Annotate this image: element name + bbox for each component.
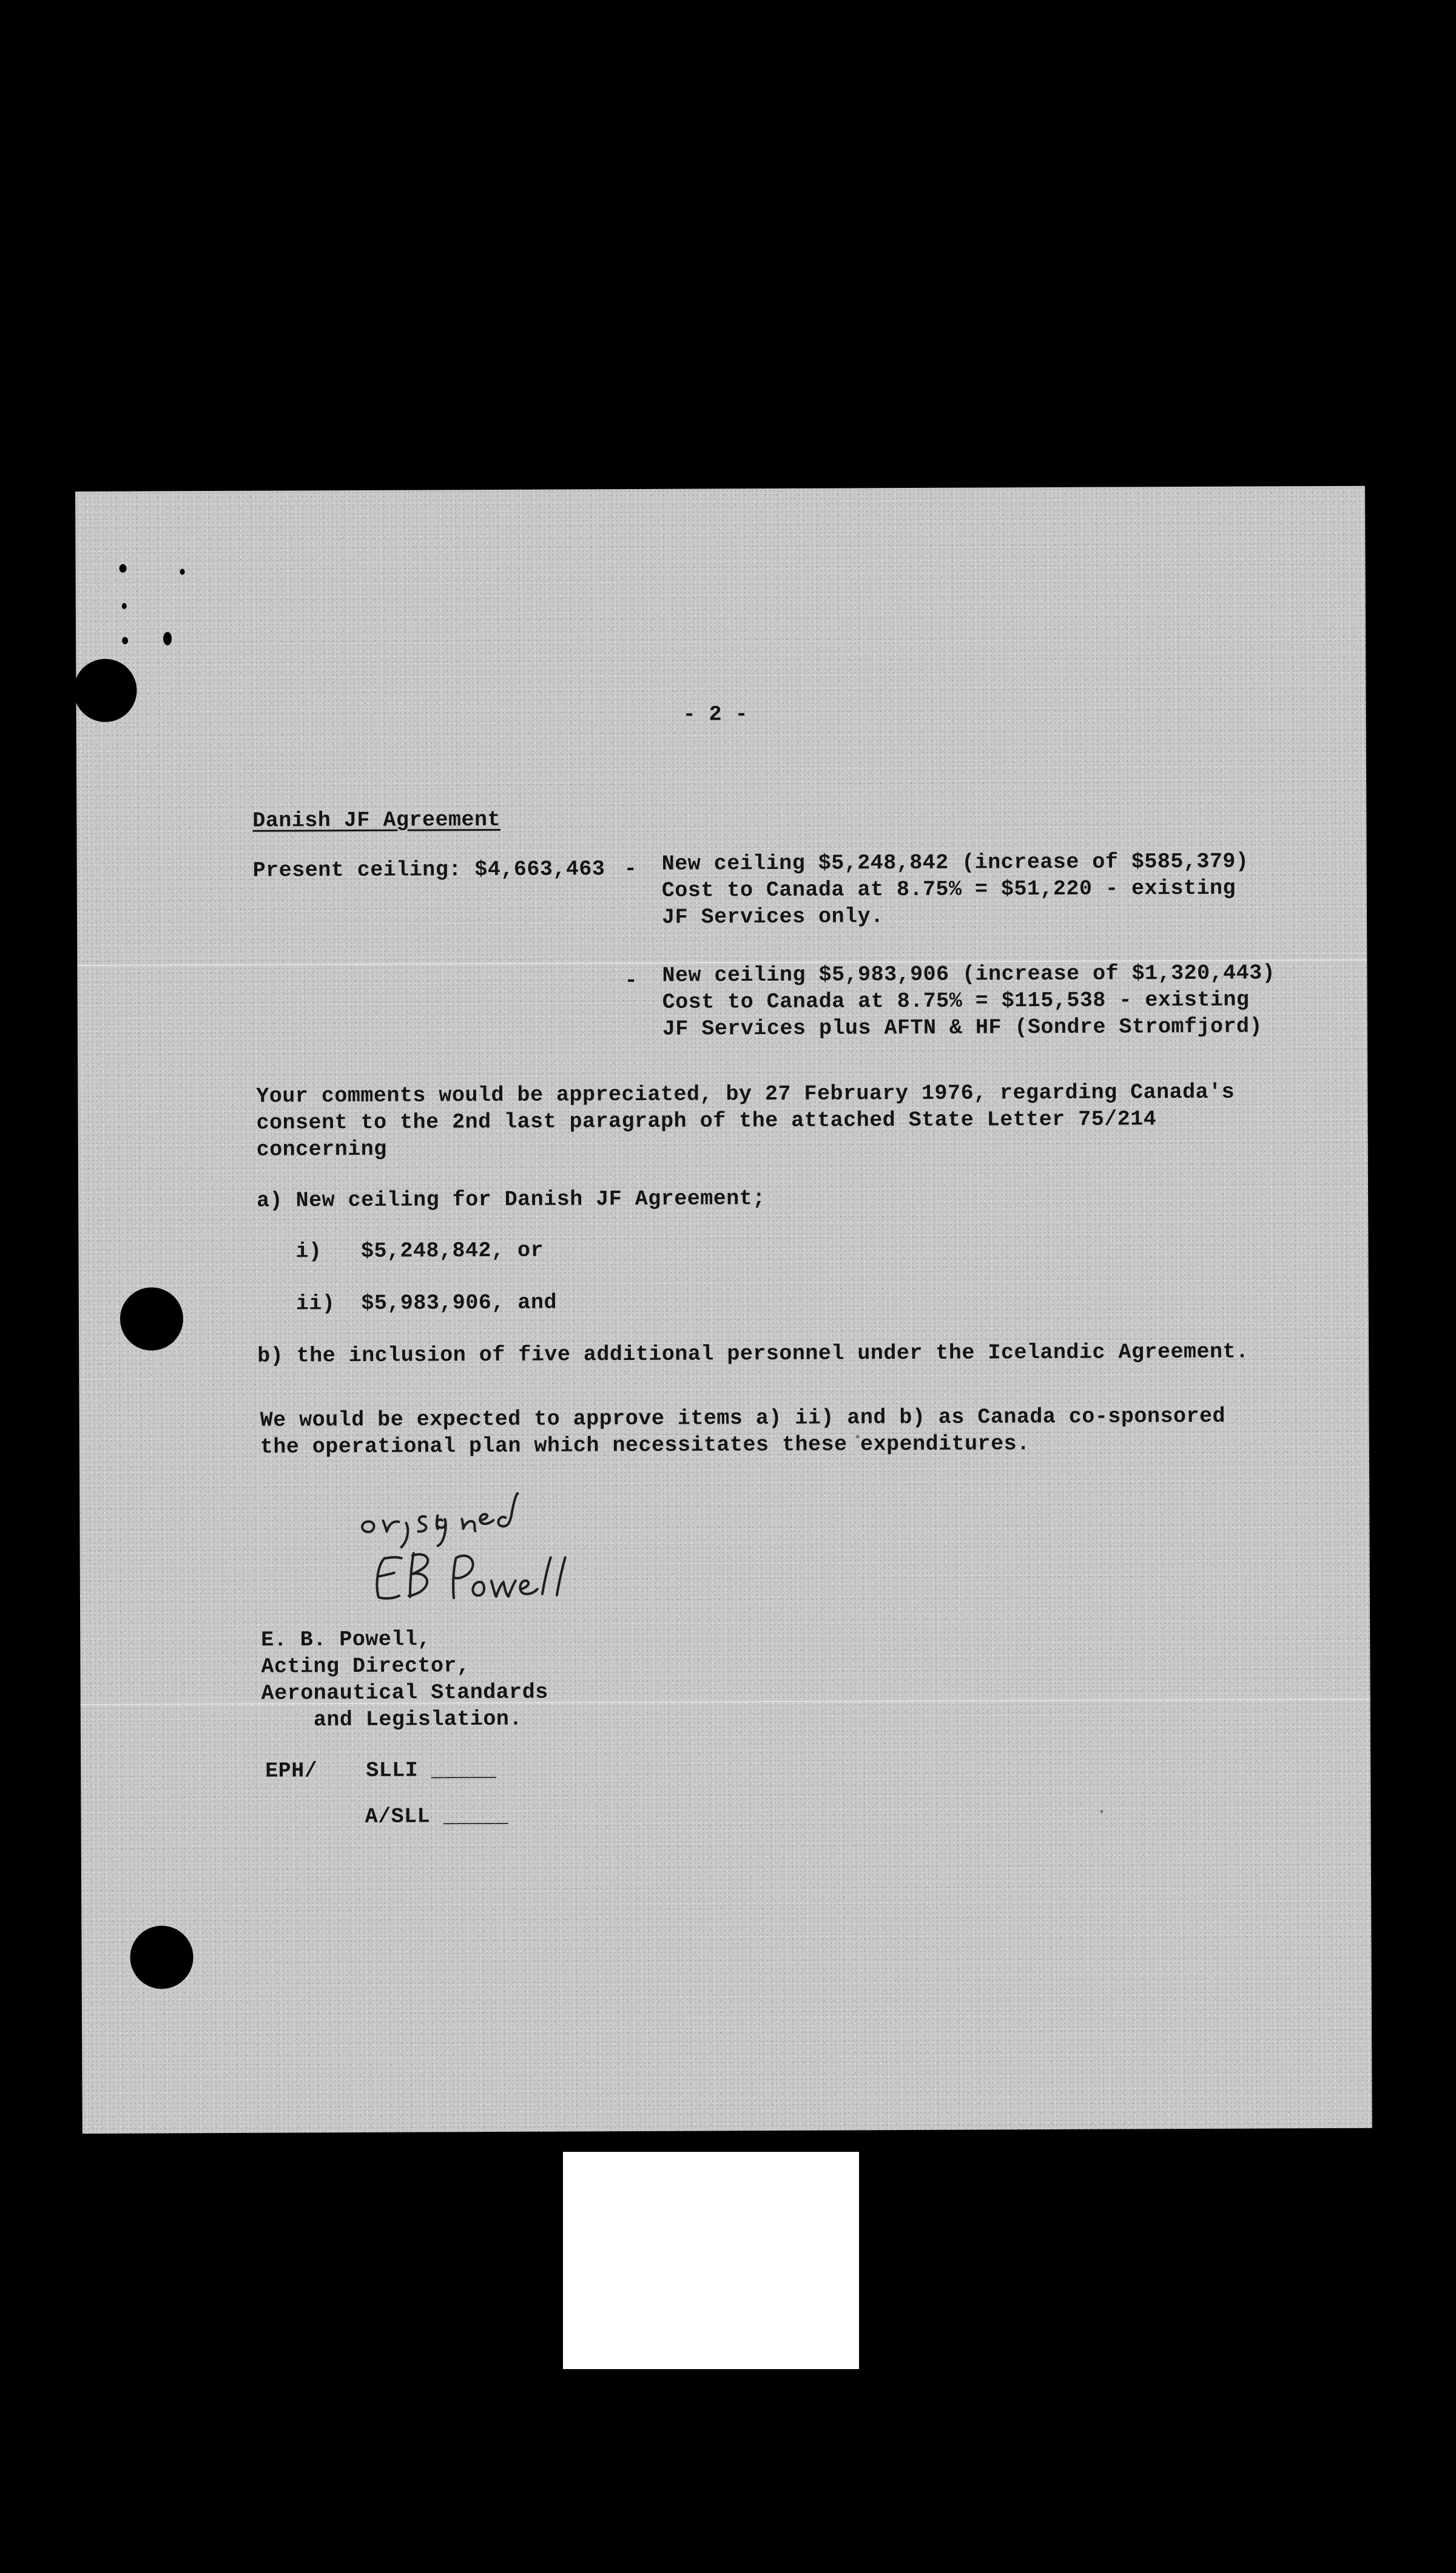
option2-line3: JF Services plus AFTN & HF (Sondre Stromfjord) <box>662 1014 1263 1041</box>
heading: Danish JF Agreement <box>252 807 501 833</box>
edge-mark <box>163 632 172 645</box>
item-a-i: i) $5,248,842, or <box>295 1238 544 1264</box>
signatory-dept2: and Legislation. <box>261 1706 522 1733</box>
edge-mark <box>122 637 128 644</box>
edge-mark <box>122 603 127 609</box>
option1-dash: - <box>624 856 638 882</box>
approve-line2: the operational plan which necessitates these expenditures. <box>260 1432 1030 1459</box>
signatory-title: Acting Director, <box>261 1654 470 1679</box>
blank-label-box <box>563 2152 859 2369</box>
signature-stroke <box>437 1515 446 1546</box>
option2-line2: Cost to Canada at 8.75% = $115,538 - existing <box>662 987 1250 1015</box>
edge-mark <box>120 564 127 573</box>
signature-stroke <box>383 1521 399 1532</box>
signature-stroke <box>498 1493 517 1526</box>
option2-dash: - <box>624 968 638 993</box>
edge-mark <box>180 569 185 575</box>
handwritten-signature <box>346 1484 602 1619</box>
item-a: a) New ceiling for Danish JF Agreement; <box>257 1186 766 1213</box>
signature-stroke <box>377 1557 402 1598</box>
signature-stroke <box>491 1581 516 1597</box>
signature-stroke <box>520 1581 538 1594</box>
punch-hole-icon <box>120 1287 183 1350</box>
reference-initials: EPH/ <box>265 1759 318 1784</box>
signature-stroke <box>473 1582 484 1595</box>
comments-line1: Your comments would be appreciated, by 27 February 1976, regarding Canada's <box>256 1080 1235 1109</box>
approve-line1: We would be expected to approve items a) ii) and b) as Canada co-sponsored <box>260 1404 1226 1433</box>
signature-stroke <box>462 1519 475 1531</box>
slli-initials: SLLI _____ <box>366 1757 497 1783</box>
signatory-dept: Aeronautical Standards <box>261 1680 548 1706</box>
signature-stroke <box>542 1557 565 1595</box>
signature-stroke <box>401 1523 408 1547</box>
signature-stroke <box>480 1514 493 1524</box>
document-page <box>75 486 1372 2134</box>
comments-line3: concerning <box>256 1137 387 1162</box>
signature-stroke <box>409 1553 428 1597</box>
punch-hole-icon <box>130 1926 193 1989</box>
option1-line3: JF Services only. <box>661 904 884 930</box>
item-b: b) the inclusion of five additional personnel under the Icelandic Agreement. <box>257 1339 1249 1368</box>
signatory-name: E. B. Powell, <box>261 1627 431 1652</box>
asll-initials: A/SLL _____ <box>365 1804 509 1829</box>
comments-line2: consent to the 2nd last paragraph of the attached State Letter 75/214 <box>256 1107 1157 1135</box>
signature-stroke <box>453 1556 473 1598</box>
option2-line1: New ceiling $5,983,906 (increase of $1,320,443) <box>662 961 1276 988</box>
page-number: - 2 - <box>682 702 749 727</box>
option1-line1: New ceiling $5,248,842 (increase of $585,379) <box>661 849 1249 876</box>
signature-stroke <box>362 1521 374 1532</box>
signature-stroke <box>418 1516 426 1532</box>
item-a-ii: ii) $5,983,906, and <box>295 1290 558 1316</box>
option1-line2: Cost to Canada at 8.75% = $51,220 - existing <box>661 876 1236 903</box>
punch-hole-icon <box>73 659 136 722</box>
present-ceiling: Present ceiling: $4,663,463 <box>252 857 605 883</box>
paper-speck <box>1100 1810 1103 1813</box>
